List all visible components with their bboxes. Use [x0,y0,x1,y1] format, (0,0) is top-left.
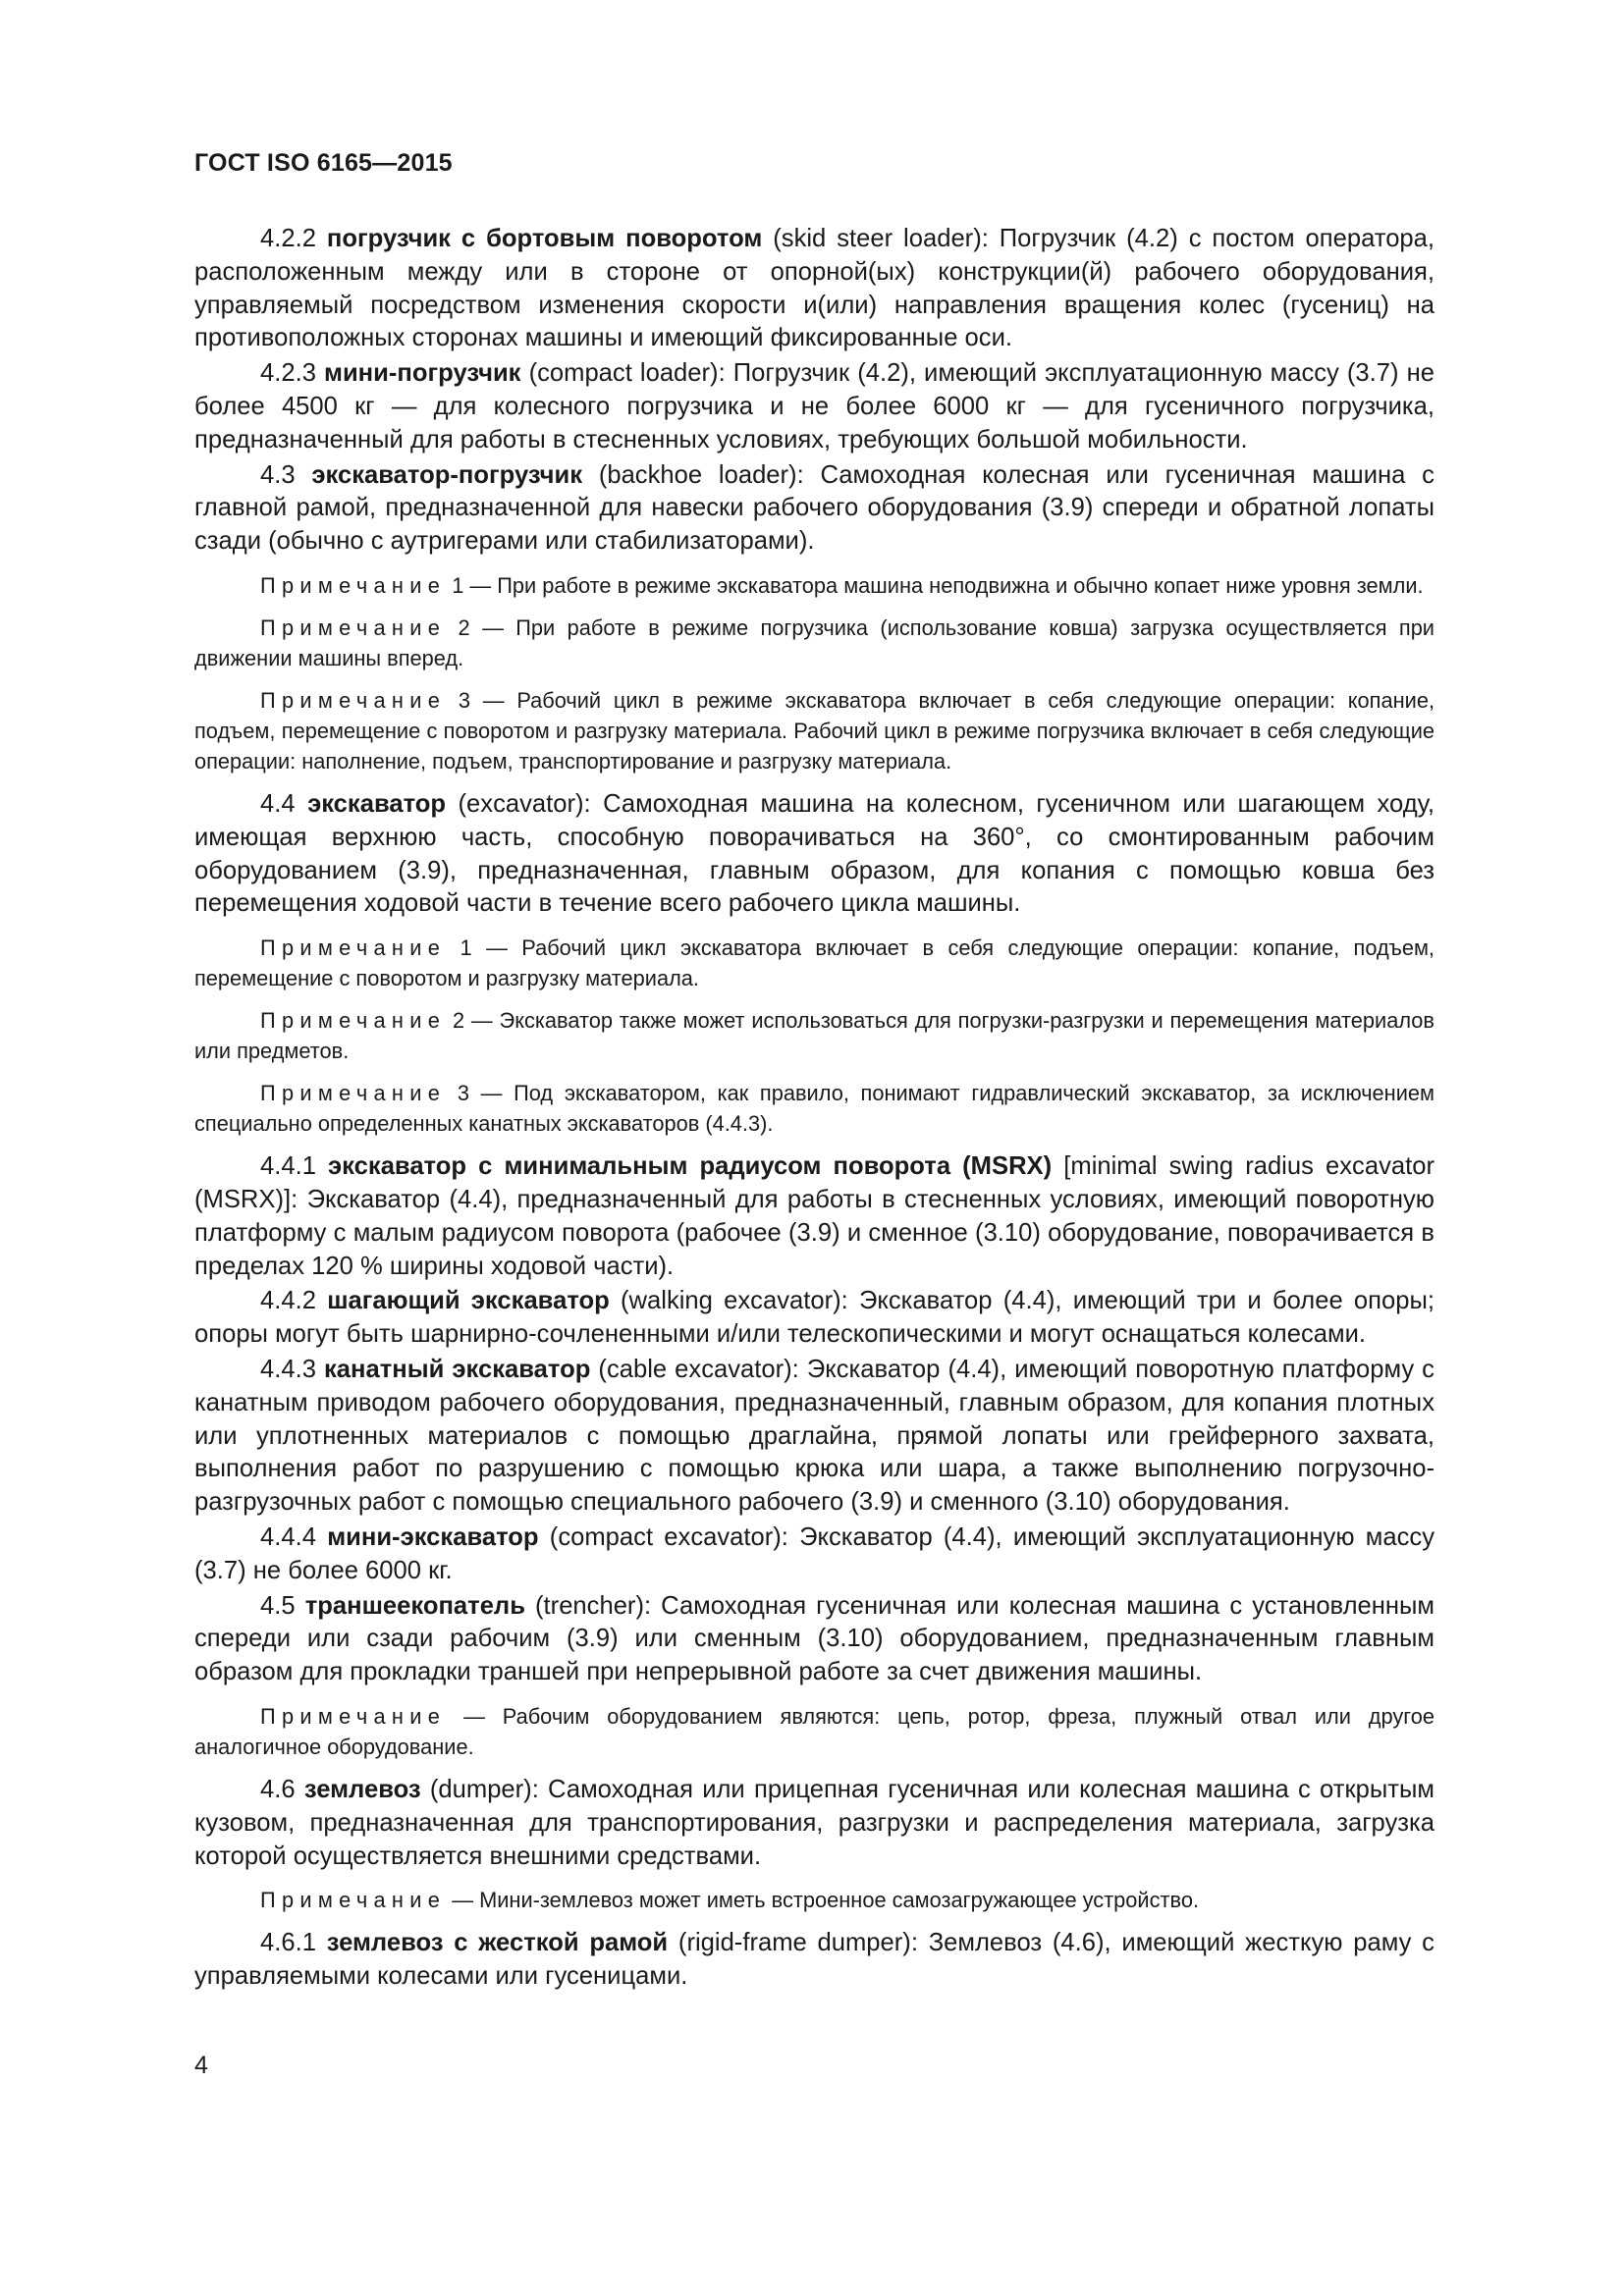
definition: (trencher): Самоходная гусеничная или колесная машина с установленным спереди или сзади рабочим (3.9) или сменным (3.10) оборудованием, предназначенным главным образом для прокладки траншей при непрерывной работе за счет движения машины. [194,1591,1435,1686]
clause-number: 4.5 [260,1591,296,1620]
definition: (compact loader): Погрузчик (4.2), имеющий эксплуатационную массу (3.7) не более 4500 кг — для колесного погрузчика и не более 6000 кг — для гусеничного погрузчика, предназначенный для работы в стесненных условиях, требующих большой мобильности. [194,359,1435,454]
clause-4-2-2 [194,223,1435,355]
note-text: 2 — При работе в режиме погрузчика (использование ковша) загрузка осуществляется при движении машины вперед. [194,614,1435,670]
definition: (rigid-frame dumper): Землевоз (4.6), имеющий жесткую раму с управляемыми колесами или гусеницами. [194,1929,1435,1991]
note-text: 1 — Рабочий цикл экскаватора включает в себя следующие операции: копание, подъем, перемещение с поворотом и разгрузку материала. [194,935,1435,991]
note-label: Примечание [260,935,447,961]
note-4-3-2 [194,613,1435,673]
clause-4-4-1 [194,1150,1435,1283]
clause-number: 4.6 [260,1775,296,1803]
term: мини-погрузчик [324,359,521,388]
clause-number: 4.2.2 [260,225,316,252]
clause-4-3 [194,459,1435,559]
definition: (compact excavator): Экскаватор (4.4), имеющий эксплуатационную массу (3.7) не более 6000 кг. [194,1522,1435,1584]
page-header: ГОСТ ISO 6165—2015 [194,149,453,177]
term: экскаватор-погрузчик [311,460,583,489]
note-4-4-3 [194,1078,1435,1139]
document-body [194,223,1435,1996]
note-label: Примечание [260,572,447,598]
clause-number: 4.4.1 [260,1152,316,1181]
clause-number: 4.2.3 [260,359,316,388]
clause-number: 4.3 [260,460,296,489]
note-label: Примечание [260,1888,447,1913]
term: экскаватор с минимальным радиусом поворота (MSRX) [328,1152,1053,1181]
note-label: Примечание [260,614,447,640]
note-text: — Мини-землевоз может иметь встроенное самозагружающее устройство. [446,1888,1200,1913]
clause-4-4 [194,788,1435,921]
definition: (walking excavator): Экскаватор (4.4), имеющий три и более опоры; опоры могут быть шарнирно-сочлененными и/или телескопическими и могут оснащаться колесами. [194,1287,1435,1349]
note-4-3-1 [194,570,1435,601]
note-text: 3 — Рабочий цикл в режиме экскаватора включает в себя следующие операции: копание, подъем, перемещение с поворотом и разгрузку материала. Рабочий цикл в режиме погрузчика включает в себя следующие операции: наполнение, подъем, транспортирование и разгрузку материала. [194,687,1435,774]
note-label: Примечание [260,1008,447,1034]
clause-4-4-3 [194,1354,1435,1520]
note-text: 3 — Под экскаватором, как правило, понимают гидравлический экскаватор, за исключением специально определенных канатных экскаваторов (4.4.3). [194,1081,1435,1137]
term: шагающий экскаватор [327,1287,610,1315]
term: землевоз [303,1775,421,1803]
clause-4-2-3 [194,357,1435,456]
note-4-4-1 [194,933,1435,993]
clause-number: 4.4.2 [260,1287,316,1315]
note-label: Примечание [260,1703,447,1729]
definition: (backhoe loader): Самоходная колесная или гусеничная машина с главной рамой, предназначенной для навески рабочего оборудования (3.9) спереди и обратной лопаты сзади (обычно с аутригерами или стабилизаторами). [194,460,1435,556]
clause-number: 4.4 [260,789,296,818]
term: экскаватор [307,789,447,818]
definition: (excavator): Самоходная машина на колесном, гусеничном или шагающем ходу, имеющая верхнюю часть, способную поворачиваться на 360°, со смонтированным рабочим оборудованием (3.9), предназначенная, главным образом, для копания с помощью ковша без перемещения ходовой части в течение всего рабочего цикла машины. [194,789,1435,918]
note-text: 1 — При работе в режиме экскаватора машина неподвижна и обычно копает ниже уровня земли. [446,572,1424,598]
page-number: 4 [194,2052,208,2079]
note-4-4-2 [194,1005,1435,1066]
term: траншеекопатель [304,1591,525,1620]
definition: (cable excavator): Экскаватор (4.4), имеющий поворотную платформу с канатным приводом рабочего оборудования, предназначенный, главным образом, для копания плотных или уплотненных материалов с помощью драглайна, прямой лопаты или грейферного захвата, выполнения работ по разрушению с помощью крюка или шара, а также выполнению погрузочно-разгрузочных работ с помощью специального рабочего (3.9) и сменного (3.10) оборудования. [194,1355,1435,1517]
clause-4-5 [194,1590,1435,1689]
clause-number: 4.4.3 [260,1355,316,1383]
note-label: Примечание [260,1081,447,1106]
note-4-6 [194,1885,1435,1915]
note-4-5 [194,1701,1435,1762]
definition: (dumper): Самоходная или прицепная гусеничная или колесная машина с открытым кузовом, предназначенная для транспортирования, разгрузки и распределения материала, загрузка которой осуществляется внешними средствами. [194,1775,1435,1870]
clause-4-6 [194,1774,1435,1873]
definition: [minimal swing radius excavator (MSRX)]: Экскаватор (4.4), предназначенный для работы в стесненных условиях, имеющий поворотную платформу с малым радиусом поворота (рабочее (3.9) и сменное (3.10) оборудование, поворачивается в пределах 120 % ширины ходовой части). [194,1152,1435,1280]
clause-number: 4.4.4 [260,1522,316,1551]
note-text: 2 — Экскаватор также может использоваться для погрузки-разгрузки и перемещения материалов или предметов. [194,1008,1435,1064]
clause-4-4-4 [194,1522,1435,1588]
term: канатный экскаватор [324,1355,591,1383]
definition: (skid steer loader): Погрузчик (4.2) с постом оператора, расположенным между или в стороне от опорной(ых) конструкции(й) рабочего оборудования, управляемый посредством изменения скорости и(или) направления вращения колес (гусениц) на противоположных сторонах машины и имеющий фиксированные оси. [194,225,1435,352]
term: землевоз с жесткой рамой [326,1929,669,1957]
note-text: — Рабочим оборудованием являются: цепь, ротор, фреза, плужный отвал или другое аналогичное оборудование. [194,1703,1435,1759]
note-label: Примечание [260,687,447,713]
clause-4-6-1 [194,1927,1435,1994]
term: мини-экскаватор [327,1522,539,1551]
clause-number: 4.6.1 [260,1929,316,1957]
term: погрузчик с бортовым поворотом [326,225,763,252]
note-4-3-3 [194,685,1435,776]
clause-4-4-2 [194,1285,1435,1352]
